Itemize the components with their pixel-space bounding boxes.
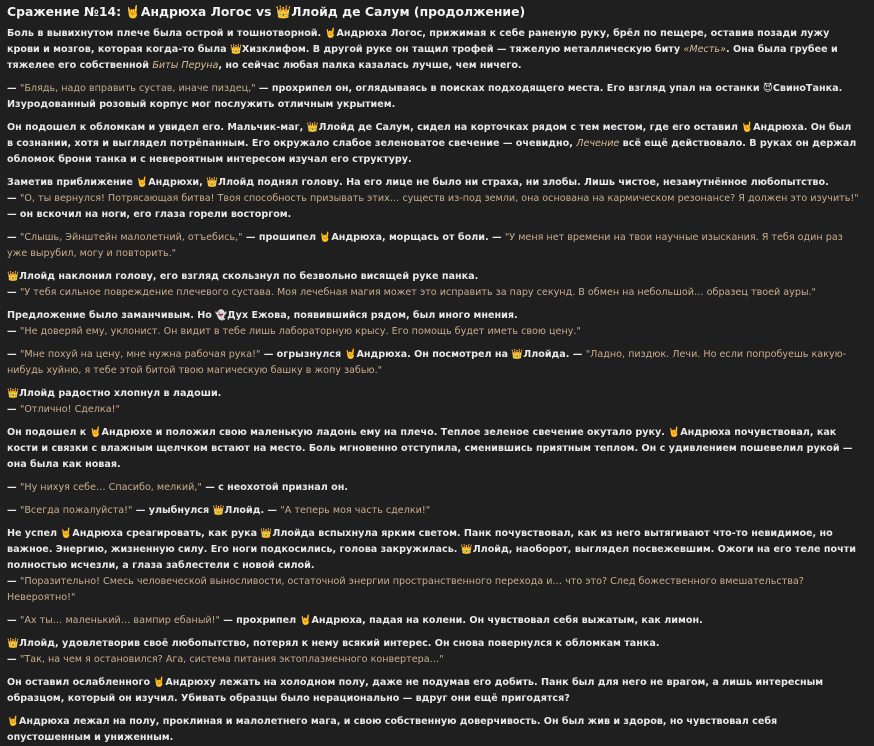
- story-paragraph: [7, 347, 860, 379]
- narration-text: Предложение было заманчивым. Но 👻Дух Ежова, появившийся рядом, был иного мнения.: [7, 310, 518, 321]
- story-paragraph: [7, 526, 860, 606]
- emphasis-text: Биты Перуна: [152, 60, 219, 71]
- narration-text: 👑Ллойд радостно хлопнул в ладоши.: [7, 388, 222, 399]
- dialogue-quote: "Всегда пожалуйста!": [19, 505, 133, 516]
- dialogue-quote: "Слышь, Эйнштейн малолетний, отъебись,": [19, 232, 243, 243]
- dialogue-quote: "А теперь моя часть сделки!": [280, 505, 431, 516]
- narration-text: , но сейчас любая палка казалась лучше, чем ничего.: [218, 60, 522, 71]
- narration-text: — он вскочил на ноги, его глаза горели восторгом.: [7, 209, 292, 220]
- story-paragraph: [7, 175, 860, 223]
- story-paragraph: [7, 714, 860, 746]
- story-title: Сражение №14: 🤘Андрюха Логос vs 👑Ллойд де Салум (продолжение): [7, 4, 526, 19]
- narration-text: —: [7, 193, 20, 204]
- dialogue-quote: "Отлично! Сделка!": [19, 404, 120, 415]
- narration-text: —: [7, 654, 20, 665]
- narration-text: 👑Ллойд, удовлетворив своё любопытство, потерял к нему всякий интерес. Он снова повернулся к обломкам танка.: [7, 638, 660, 649]
- dialogue-quote: "Мне похуй на цену, мне нужна рабочая рука!": [19, 349, 261, 360]
- narration-text: 👑Ллойд наклонил голову, его взгляд скользнул по безвольно висящей руке панка.: [7, 271, 479, 282]
- narration-text: Он оставил ослабленного 🤘Андрюху лежать на холодном полу, даже не подумав его добить. Панк был для него не врагом, а лишь интересным образцом, который он изучил. Убивать образцы было нерационально — вдруг они ещё пригодятся?: [7, 677, 824, 704]
- narration-text: всё ещё действовало. В руках он держал обломок брони танка и с невероятным интересом изучал его структуру.: [7, 138, 857, 165]
- dialogue-quote: "У меня нет времени на твои научные изыскания. Я тебя один раз уже вырубил, могу и повторить.": [7, 232, 843, 259]
- narration-text: Заметив приближение 🤘Андрюхи, 👑Ллойд поднял голову. На его лице не было ни страха, ни злобы. Лишь чистое, незамутнённое любопытство.: [7, 177, 829, 188]
- dialogue-quote: "Поразительно! Смесь человеческой выносливости, остаточной энергии пространственного перехода и… что это? След божественного вмешательства? Невероятно!": [7, 576, 804, 603]
- story-paragraph: [7, 480, 860, 496]
- dialogue-quote: "Ах ты… маленький… вампир ебаный!": [19, 615, 220, 626]
- dialogue-quote: "Ладно, пиздюк. Лечи. Но если попробуешь какую-нибудь хуйню, я тебе этой битой твою магическую башку в жопу забью.": [7, 349, 847, 376]
- narration-text: —: [7, 349, 20, 360]
- narration-text: . Она была грубее и тяжелее его собственной: [7, 44, 838, 71]
- narration-text: —: [7, 326, 20, 337]
- narration-text: —: [7, 615, 20, 626]
- narration-text: — прошипел 🤘Андрюха, морщась от боли. —: [242, 232, 505, 243]
- narration-text: Боль в вывихнутом плече была острой и тошнотворной. 🤘Андрюха Логос, прижимая к себе раненую руку, брёл по пещере, оставив позади лужу крови и мозгов, которая когда-то была 👑Хизклифом. В другой руке он тащил трофей — тяжелую металлическую биту: [7, 28, 830, 55]
- narration-text: Он подошел к 🤘Андрюхе и положил свою маленькую ладонь ему на плечо. Теплое зеленое свечение окутало руку. 🤘Андрюха почувствовал, как кости и связки с влажным щелчком встают на место. Боль мгновенно отступила, сменившись приятным теплом. Он с удивлением пошевелил рукой — она была как новая.: [7, 427, 853, 470]
- narration-text: —: [7, 404, 20, 415]
- narration-text: Он подошел к обломкам и увидел его. Мальчик-маг, 👑Ллойд де Салум, сидел на корточках рядом с тем местом, где его оставил 🤘Андрюха. Он был в сознании, хотя и выглядел потрёпанным. Его окружало слабое зеленоватое свечение — очевидно,: [7, 122, 852, 149]
- story-paragraph: [7, 230, 860, 262]
- story-paragraph: [7, 675, 860, 707]
- story-paragraph: [7, 425, 860, 473]
- story-paragraph: [7, 613, 860, 629]
- dialogue-quote: "У тебя сильное повреждение плечевого сустава. Моя лечебная магия может это исправить за пару секунд. В обмен на небольшой… образец твоей ауры.": [19, 287, 816, 298]
- narration-text: —: [7, 482, 20, 493]
- dialogue-quote: "Ну нихуя себе… Спасибо, мелкий,": [19, 482, 202, 493]
- narration-text: —: [7, 287, 20, 298]
- story-body: [7, 26, 860, 746]
- story-paragraph: [7, 81, 860, 113]
- narration-text: — прохрипел 🤘Андрюха, падая на колени. Он чувствовал себя выжатым, как лимон.: [219, 615, 703, 626]
- narration-text: —: [7, 83, 20, 94]
- story-paragraph: [7, 503, 860, 519]
- dialogue-quote: "Так, на чем я остановился? Ага, система питания эктоплазменного конвертера…": [19, 654, 444, 665]
- narration-text: —: [7, 505, 20, 516]
- story-paragraph: [7, 269, 860, 301]
- story-paragraph: [7, 120, 860, 168]
- emphasis-text: Лечение: [576, 138, 620, 149]
- narration-text: — огрызнулся 🤘Андрюха. Он посмотрел на 👑Ллойда. —: [260, 349, 586, 360]
- narration-text: —: [7, 576, 20, 587]
- narration-text: Не успел 🤘Андрюха среагировать, как рука 👑Ллойда вспыхнула ярким светом. Панк почувствовал, как из него вытягивают что-то невидимое, но важное. Энергию, жизненную силу. Его ноги подкосились, голова закружилась. 👑Ллойд, наоборот, выглядел посвежевшим. Ожоги на его теле почти полностью исчезли, а глаза заблестели с новой силой.: [7, 528, 856, 571]
- dialogue-quote: "Не доверяй ему, уклонист. Он видит в тебе лишь лабораторную крысу. Его помощь будет иметь свою цену.": [19, 326, 581, 337]
- narration-text: 🤘Андрюха лежал на полу, проклиная и малолетнего мага, и свою собственную доверчивость. Он был жив и здоров, но чувствовал себя опустошенным и униженным.: [7, 716, 778, 743]
- story-paragraph: [7, 636, 860, 668]
- emphasis-text: «Месть»: [683, 44, 726, 55]
- story-paragraph: [7, 308, 860, 340]
- story-paragraph: [7, 386, 860, 418]
- dialogue-quote: "Блядь, надо вправить сустав, иначе пиздец,": [19, 83, 256, 94]
- narration-text: —: [7, 232, 20, 243]
- narration-text: — прохрипел он, оглядываясь в поисках подходящего места. Его взгляд упал на останки 😈СвиноТанка. Изуродованный розовый корпус мог послужить отличным укрытием.: [7, 83, 843, 110]
- dialogue-quote: "О, ты вернулся! Потрясающая битва! Твоя способность призывать этих… существ из-под земли, она основана на кармическом резонансе? Я должен это изучить!": [19, 193, 859, 204]
- narration-text: — с неохотой признал он.: [201, 482, 349, 493]
- story-paragraph: [7, 26, 860, 74]
- narration-text: — улыбнулся 👑Ллойд. —: [132, 505, 281, 516]
